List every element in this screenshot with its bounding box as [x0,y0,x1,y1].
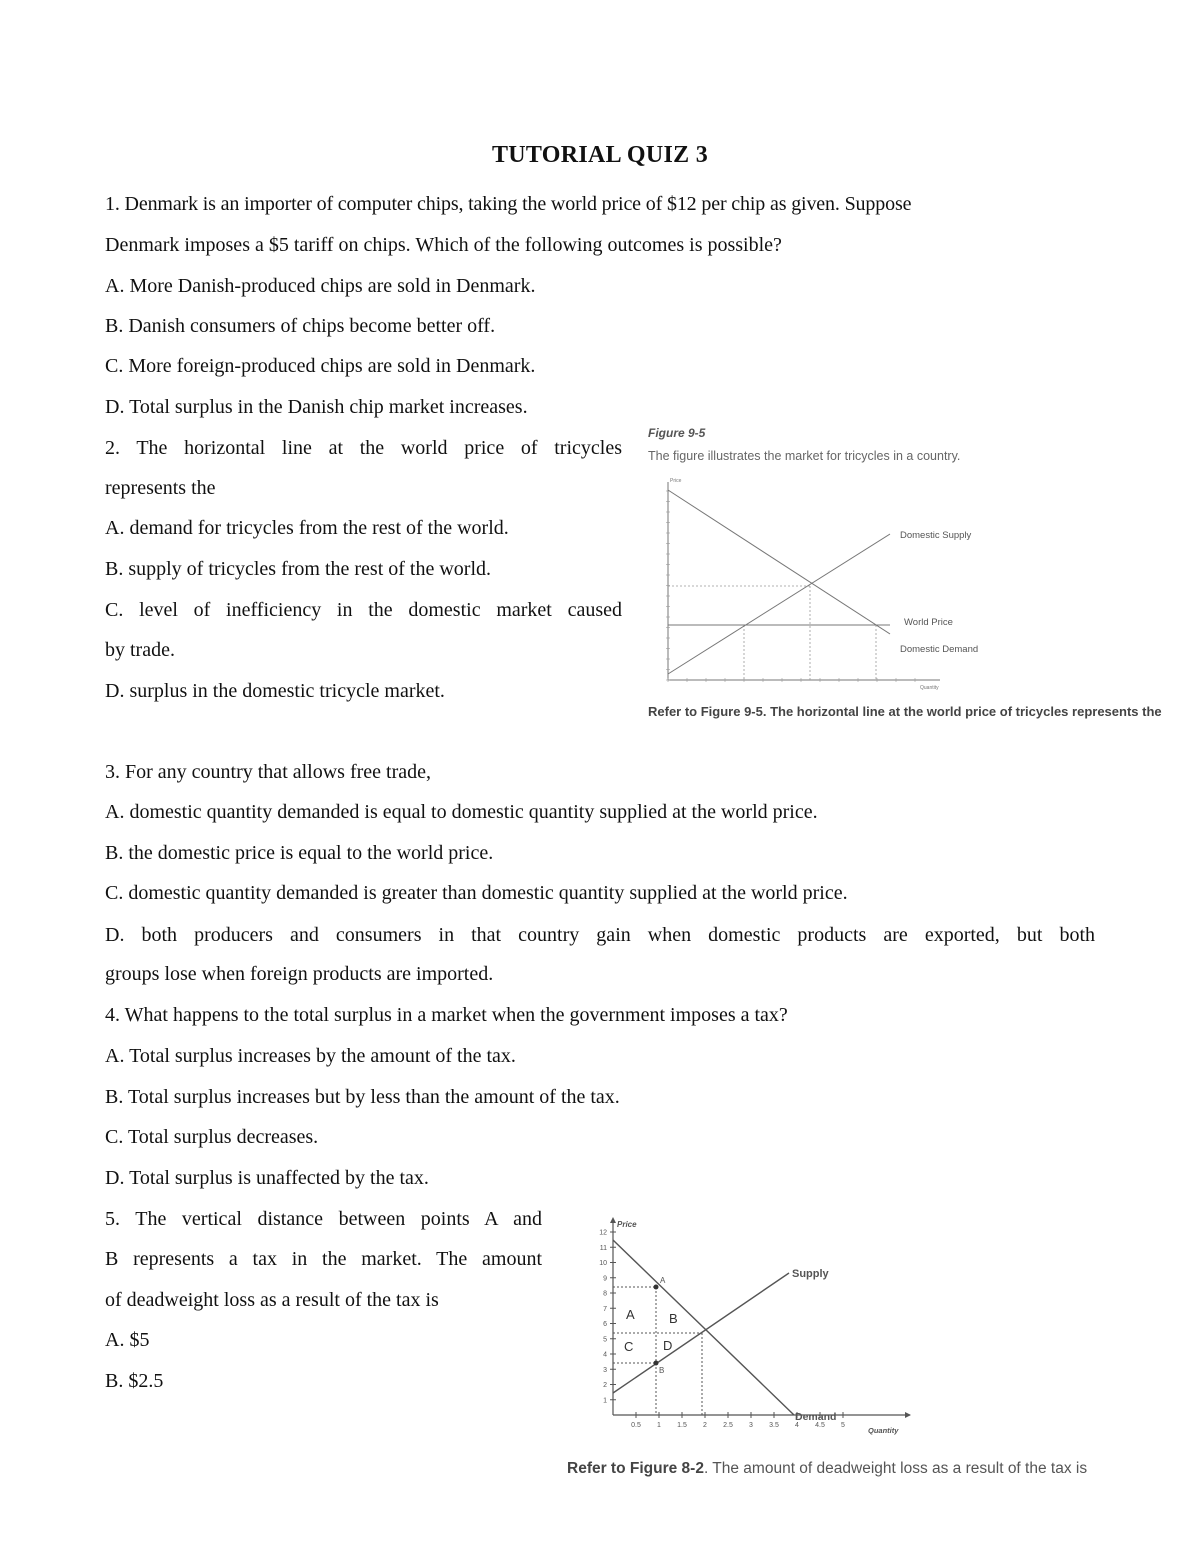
fig82-supply-label: Supply [792,1268,829,1280]
fig82-x-arrow [905,1412,911,1418]
q4-option-b: B. Total surplus increases but by less than the amount of the tax. [105,1086,620,1108]
q1-option-d: D. Total surplus in the Danish chip market increases. [105,396,528,418]
fig82-y-tick-label: 11 [599,1244,607,1252]
fig82-x-axis-label: Quantity [868,1426,899,1435]
q4-option-d: D. Total surplus is unaffected by the tax. [105,1167,429,1189]
fig95-supply-label: Domestic Supply [900,530,972,541]
q2-option-c-line2: by trade. [105,639,175,661]
q2-option-c-line1: C. level of inefficiency in the domestic market caused [105,599,622,621]
q5-line1: 5. The vertical distance between points A and [105,1208,542,1230]
fig82-y-tick-label: 6 [603,1321,607,1328]
fig82-x-tick-label: 3 [749,1422,753,1429]
fig82-demand-label: Demand [795,1411,837,1423]
q4-option-c: C. Total surplus decreases. [105,1126,319,1148]
q3-option-d-line2: groups lose when foreign products are imported. [105,963,494,985]
q3-option-a: A. domestic quantity demanded is equal to domestic quantity supplied at the world price. [105,801,818,823]
q4-option-a: A. Total surplus increases by the amount of the tax. [105,1045,516,1067]
fig82-x-tick-label: 2 [703,1422,707,1429]
fig82-x-tick-label: 4 [795,1422,799,1429]
fig82-x-tick-label: 1.5 [677,1422,687,1429]
fig95-world-price-label: World Price [904,617,953,628]
fig82-x-tick-label: 5 [841,1422,845,1429]
q1-option-c: C. More foreign-produced chips are sold in Denmark. [105,355,536,377]
fig95-domestic-supply-line [668,534,890,674]
fig82-y-tick-label: 9 [603,1275,607,1283]
fig82-y-tick-label: 4 [603,1351,607,1359]
q5-line3: of deadweight loss as a result of the tax is [105,1289,439,1311]
q1-option-b: B. Danish consumers of chips become better off. [105,315,496,337]
fig82-x-tick-label: 2.5 [723,1422,733,1429]
q2-line2: represents the [105,477,216,499]
fig82-y-axis-label: Price [617,1220,637,1229]
fig82-area-a-label: A [626,1307,635,1322]
fig82-y-tick-label: 5 [603,1336,607,1344]
fig95-x-axis-label: Quantity [920,685,939,691]
q3-option-b: B. the domestic price is equal to the world price. [105,842,494,864]
q2-option-b: B. supply of tricycles from the rest of the world. [105,558,492,580]
fig82-y-arrow [610,1217,616,1223]
q2-option-d: D. surplus in the domestic tricycle market. [105,680,445,702]
fig82-supply-line [613,1273,789,1393]
figure-8-2-ref-rest: . The amount of deadweight loss as a result of the tax is [703,1460,1088,1477]
figure-8-2-ref-bold: Refer to Figure 8-2 [567,1460,704,1477]
fig82-point-a [654,1285,659,1290]
fig82-area-b-label: B [669,1311,678,1326]
figure-8-2-chart [580,1215,920,1445]
q5-line2: B represents a tax in the market. The amount [105,1248,542,1270]
q1-option-a: A. More Danish-produced chips are sold in Denmark. [105,275,536,297]
q3-option-c: C. domestic quantity demanded is greater than domestic quantity supplied at the world price. [105,882,848,904]
fig82-x-tick-label: 1 [657,1422,661,1429]
fig82-point-a-label: A [660,1276,666,1285]
q5-option-b: B. $2.5 [105,1370,164,1392]
fig82-point-b [654,1361,659,1366]
q4-line1: 4. What happens to the total surplus in a market when the government imposes a tax? [105,1004,788,1026]
fig82-area-c-label: C [624,1339,634,1354]
q2-line1: 2. The horizontal line at the world price of tricycles [105,437,622,459]
fig82-x-tick-label: 3.5 [769,1422,779,1429]
figure-9-5-chart [648,474,979,696]
q5-option-a: A. $5 [105,1329,150,1351]
q1-line2: Denmark imposes a $5 tariff on chips. Which of the following outcomes is possible? [105,234,782,256]
fig95-demand-label: Domestic Demand [900,644,979,655]
fig82-y-tick-label: 7 [603,1305,607,1313]
fig82-area-d-label: D [663,1338,673,1353]
q3-option-d-line1: D. both producers and consumers in that country gain when domestic products are exported, but both [105,924,1095,946]
fig82-x-tick-label: 0.5 [631,1422,641,1429]
q3-line1: 3. For any country that allows free trade, [105,761,432,783]
fig82-y-tick-label: 10 [599,1260,607,1267]
fig82-y-tick-label: 8 [603,1290,607,1298]
q1-line1: 1. Denmark is an importer of computer chips, taking the world price of $12 per chip as given. Suppose [105,193,912,215]
fig82-y-tick-label: 2 [603,1382,607,1389]
figure-9-5-title: Figure 9-5 [648,426,706,440]
figure-9-5-subtitle: The figure illustrates the market for tricycles in a country. [648,449,961,463]
figure-9-5-reference: Refer to Figure 9-5. The horizontal line at the world price of tricycles represents the [648,704,1162,719]
fig82-y-tick-label: 3 [603,1366,607,1374]
fig82-x-tick-label: 4.5 [815,1422,825,1429]
fig82-y-tick-label: 12 [599,1229,607,1237]
figure-8-2-reference [567,1460,1087,1478]
q2-option-a: A. demand for tricycles from the rest of the world. [105,517,509,539]
fig82-demand-line [613,1240,794,1415]
fig95-y-axis-label: Price [670,478,682,484]
fig95-domestic-demand-line [668,490,890,634]
fig82-y-tick-label: 1 [603,1397,607,1405]
page-title: TUTORIAL QUIZ 3 [491,142,709,168]
fig82-point-b-label: B [659,1366,665,1375]
